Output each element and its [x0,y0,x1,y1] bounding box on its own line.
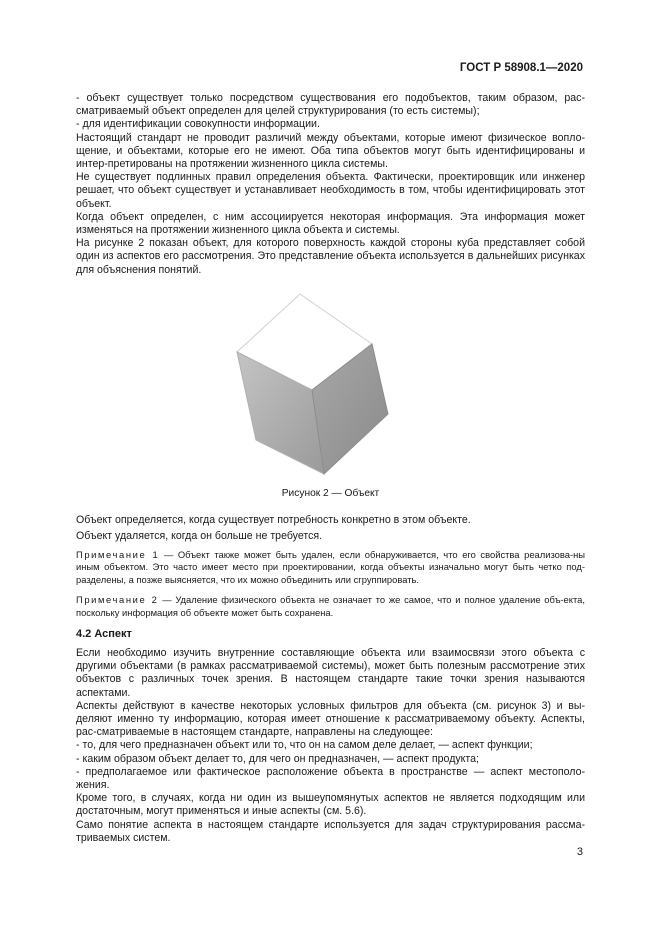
text-block-object [76,512,585,619]
text-block-aspect [76,647,585,845]
paragraph: Если необходимо изучить внутренние составляющие объекта или взаимосвязи этого объекта с другими объектами (в рамках рассматриваемой системы), может быть полезным рассмотрение этих объектов с различных точек зрения. В настоящем стандарте такие точки зрения называются аспектами. [76,647,585,699]
paragraph: Объект удаляется, когда он больше не требуется. [76,530,323,542]
paragraph: Объект определяется, когда существует потребность конкретно в этом объекте. [76,514,471,526]
paragraph: - объект существует только посредством существования его подобъектов, таким образом, рас-сматриваемый объект определен для целей структурирования (то есть системы); [76,92,585,118]
cube-figure [232,292,392,477]
paragraph: - для идентификации совокупности информации. [76,118,320,131]
document-header: ГОСТ Р 58908.1—2020 [459,62,583,74]
page-number: 3 [576,846,583,858]
paragraph: Само понятие аспекта в настоящем стандарте используется для задач структурирования рассма-триваемых систем. [76,818,585,844]
note-text: — Удаление физического объекта не означает то же самое, что и полное удаление объ-екта, поскольку информация об объекте может быть сохранена. [76,594,585,618]
paragraph: Не существует подлинных правил определения объекта. Фактически, проектировщик или инженер решает, что объект существует и устанавливает необходимость в том, чтобы идентифицировать этот объект. [76,171,585,210]
paragraph: Аспекты действуют в качестве некоторых условных фильтров для объекта (см. рисунок 3) и вы-деляют именно ту информацию, которая имеет отношение к рассматриваемому объекту. Аспекты, рас-сматриваемые в настоящем стандарте, направлены на следующее: [76,699,585,739]
note-label: Примечание 1 [76,549,160,560]
text-block-intro [76,92,585,277]
list-item: - каким образом объект делает то, для чего он предназначен, — аспект продукта; [76,752,480,765]
list-item: - предполагаемое или фактическое расположение объекта в пространстве — аспект местополо-жения. [76,765,585,792]
list-item: - то, для чего предназначен объект или то, что он на самом деле делает, — аспект функции; [76,739,533,752]
paragraph: На рисунке 2 показан объект, для которого поверхность каждой стороны куба представляет собой один из аспектов его рассмотрения. Это представление объекта используется в дальнейших рисунках для объяснения понятий. [76,237,585,276]
section-title: 4.2 Аспект [76,628,132,640]
note-text: — Объект также может быть удален, если обнаруживается, что его свойства реализова-ны иным объектом. Это часто имеет место при проектировании, когда объекты изначально могут быть четко под-разделены, а позже выясняется, что их можно объединить или сгруппировать. [76,549,585,585]
note-1 [76,549,585,586]
paragraph: Кроме того, в случаях, когда ни один из вышеупомянутых аспектов не является подходящим или достаточным, могут применяться и иные аспекты (см. 5.6). [76,792,585,818]
paragraph: Настоящий стандарт не проводит различий между объектами, которые имеют физическое вопло-щение, и объектами, которые его не имеют. Оба типа объектов могут быть идентифицированы и интер-претированы на протяжении жизненного цикла системы. [76,131,585,171]
note-label: Примечание 2 [76,594,159,606]
note-2 [76,594,585,619]
figure-caption: Рисунок 2 — Объект [281,488,380,499]
paragraph: Когда объект определен, с ним ассоциируется некоторая информация. Эта информация может изменяться на протяжении жизненного цикла объекта и системы. [76,210,585,237]
